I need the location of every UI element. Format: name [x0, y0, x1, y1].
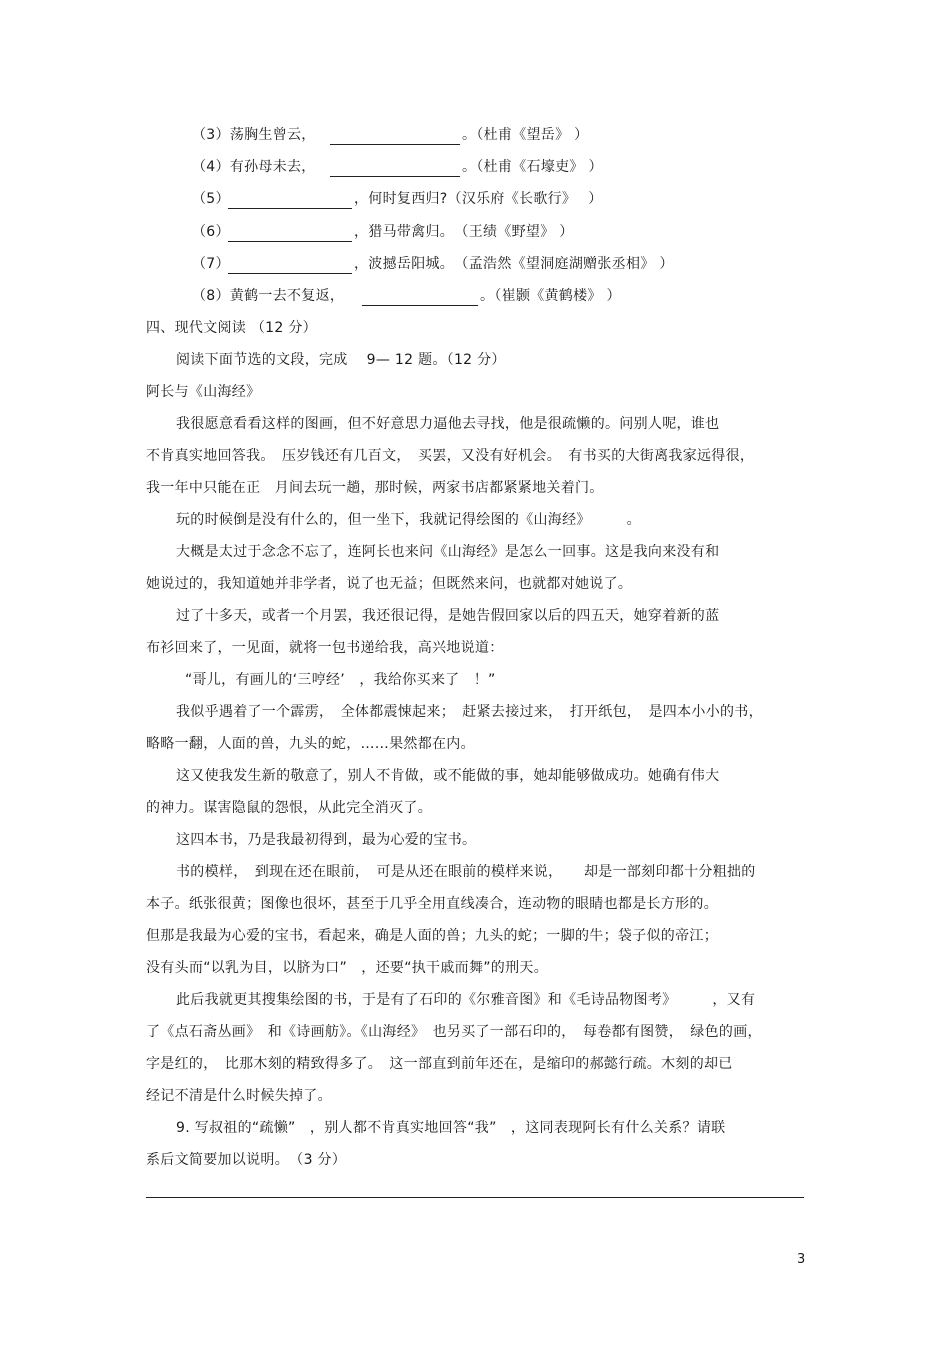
passage-line: 我一年中只能在正 月间去玩一趟，那时候，两家书店都紧紧地关着门。	[146, 480, 604, 496]
answer-line[interactable]	[146, 1197, 804, 1198]
poem-after: 。	[462, 159, 477, 175]
poem-tail-8	[480, 286, 621, 306]
passage-line: 我似乎遇着了一个霹雳， 全体都震悚起来； 赶紧去接过来， 打开纸包， 是四本小小的书，	[176, 704, 763, 720]
poem-after: ，猎马带禽归。	[354, 224, 448, 240]
poem-tail-7	[354, 254, 674, 274]
poem-source: （汉乐府《长歌行》 ）	[447, 191, 603, 207]
passage-line: 布衫回来了，一见面，就将一包书递给我，高兴地说道：	[146, 640, 504, 656]
answer-blank-7[interactable]	[228, 273, 352, 274]
poem-tail-5	[354, 189, 603, 209]
poem-source: （崔颢《黄鹤楼》 ）	[494, 288, 621, 304]
passage-line: 这又使我发生新的敬意了，别人不肯做，或不能做的事，她却能够做成功。她确有伟大	[176, 768, 720, 784]
answer-blank-3[interactable]	[330, 144, 460, 145]
poem-line-6	[192, 222, 230, 242]
poem-after: 。	[462, 127, 477, 143]
passage-line: 过了十多天，或者一个月罢，我还很记得，是她告假回家以后的四五天，她穿着新的蓝	[176, 608, 720, 624]
poem-after: ，波撼岳阳城。	[354, 256, 448, 272]
poem-tail-6	[354, 222, 574, 242]
poem-line-3	[192, 125, 316, 145]
answer-blank-6[interactable]	[228, 241, 352, 242]
poem-num: （8）	[192, 288, 230, 304]
passage-title: 阿长与《山海经》	[146, 384, 261, 400]
passage-line: 的神力。谋害隐鼠的怨恨，从此完全消灭了。	[146, 800, 432, 816]
passage-line: 但那是我最为心爱的宝书，看起来，确是人面的兽；九头的蛇；一脚的牛；袋子似的帝江；	[146, 928, 718, 944]
passage-line: 经记不清是什么时候失掉了。	[146, 1088, 332, 1104]
poem-before: 荡胸生曾云，	[229, 127, 316, 143]
poem-after: ，何时复西归?	[354, 191, 448, 207]
question-9-line2: 系后文简要加以说明。 （3 分）	[146, 1152, 347, 1168]
poem-line-4	[192, 157, 316, 177]
page-number: 3	[797, 1252, 806, 1267]
section-heading: 四、现代文阅读 （12 分）	[146, 320, 317, 336]
poem-source: （孟浩然《望洞庭湖赠张丞相》 ）	[461, 256, 674, 272]
answer-blank-5[interactable]	[228, 208, 352, 209]
passage-line: 了《点石斋丛画》 和《诗画舫》。《山海经》 也另买了一部石印的， 每卷都有图赞， 绿色的画，	[146, 1024, 762, 1040]
poem-source: （杜甫《石壕吏》 ）	[476, 159, 603, 175]
passage-line: 此后我就更其搜集绘图的书，于是有了石印的《尔雅音图》和《毛诗品物图考》 ，又有	[176, 992, 756, 1008]
answer-blank-8[interactable]	[362, 305, 478, 306]
poem-line-5	[192, 189, 230, 209]
poem-num: （4）	[192, 159, 230, 175]
poem-num: （7）	[192, 256, 230, 272]
passage-line: 这四本书，乃是我最初得到，最为心爱的宝书。	[176, 832, 477, 848]
poem-before: 有孙母未去，	[229, 159, 316, 175]
poem-tail-3	[462, 125, 588, 145]
passage-line: 本子。纸张很黄；图像也很坏，甚至于几乎全用直线凑合，连动物的眼睛也都是长方形的。	[146, 896, 718, 912]
poem-line-7	[192, 254, 230, 274]
poem-num: （5）	[192, 191, 230, 207]
poem-tail-4	[462, 157, 603, 177]
question-9-line1: 9. 写叔祖的“疏懒” ，别人都不肯真实地回答“我” ，这同表现阿长有什么关系？请联	[176, 1120, 726, 1136]
passage-line: 没有头而“以乳为目，以脐为口” ，还要“执干戚而舞”的刑天。	[146, 960, 549, 976]
passage-line: 书的模样， 到现在还在眼前， 可是从还在眼前的模样来说， 却是一部刻印都十分粗拙的	[176, 864, 756, 880]
poem-num: （6）	[192, 224, 230, 240]
poem-num: （3）	[192, 127, 230, 143]
passage-line: 她说过的，我知道她并非学者，说了也无益；但既然来问，也就都对她说了。	[146, 576, 633, 592]
passage-line: 我很愿意看看这样的图画，但不好意思力逼他去寻找，他是很疏懒的。问别人呢，谁也	[176, 416, 720, 432]
passage-line: 不肯真实地回答我。 压岁钱还有几百文， 买罢，又没有好机会。 有书买的大街离我家远得很，	[146, 448, 755, 464]
passage-line: “哥儿，有画儿的‘三哼经’ ，我给你买来了 ！”	[185, 672, 496, 688]
poem-before: 黄鹤一去不复返，	[229, 288, 345, 304]
passage-line: 大概是太过于念念不忘了，连阿长也来问《山海经》是怎么一回事。这是我向来没有和	[176, 544, 720, 560]
poem-source: （杜甫《望岳》 ）	[476, 127, 589, 143]
poem-source: （王绩《野望》 ）	[461, 224, 574, 240]
passage-line: 略略一翻，人面的兽，九头的蛇，……果然都在内。	[146, 736, 475, 752]
poem-after: 。	[480, 288, 495, 304]
passage-line: 字是红的， 比那木刻的精致得多了。 这一部直到前年还在，是缩印的郝懿行疏。木刻的却已	[146, 1056, 733, 1072]
passage-line: 玩的时候倒是没有什么的，但一坐下，我就记得绘图的《山海经》 。	[176, 512, 641, 528]
reading-instruction: 阅读下面节选的文段，完成 9— 12 题。（12 分）	[176, 352, 506, 368]
answer-blank-4[interactable]	[330, 176, 460, 177]
poem-line-8	[192, 286, 344, 306]
